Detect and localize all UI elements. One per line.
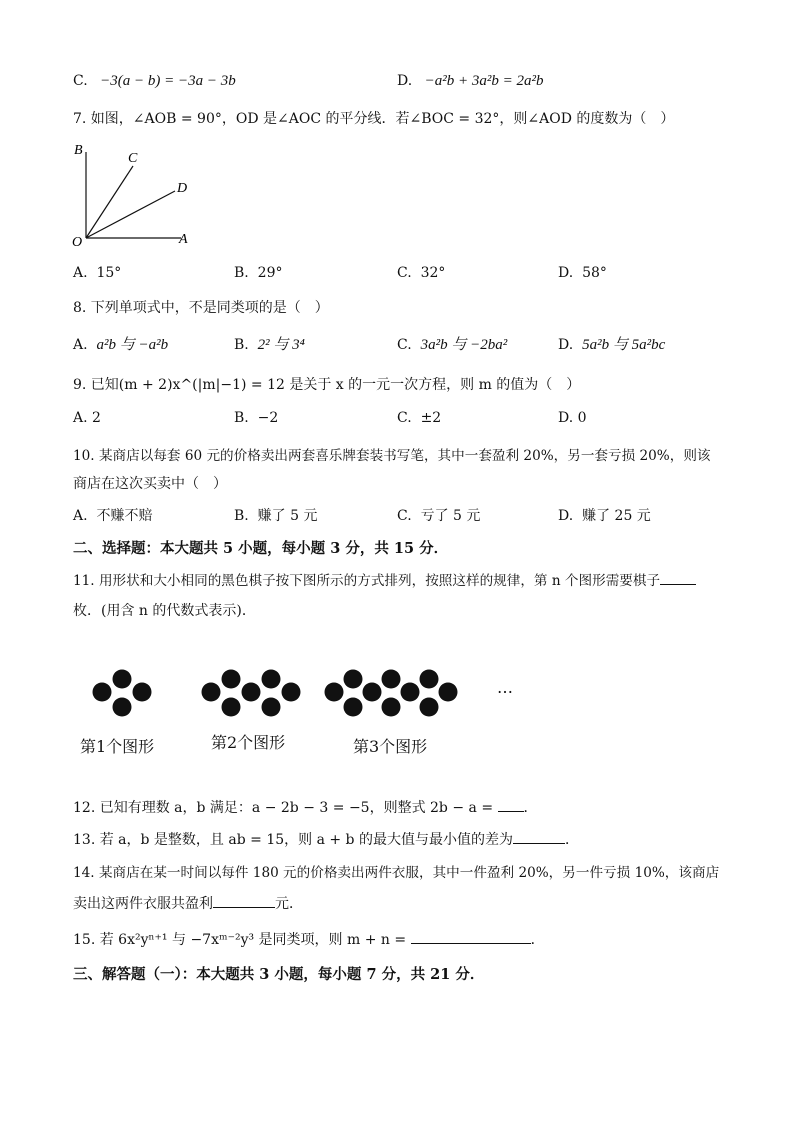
pattern-1 xyxy=(93,670,152,717)
q6-option-d xyxy=(397,73,544,90)
option-letter: D. xyxy=(397,73,413,89)
q6-option-c xyxy=(73,73,236,90)
caption-figure-3: 第3个图形 xyxy=(353,737,428,756)
q12-text: 12. 已知有理数 a，b 满足：a − 2b − 3 = −5，则整式 2b − a = xyxy=(73,800,494,816)
ray-oc xyxy=(86,166,133,238)
answer-blank xyxy=(513,829,565,844)
q12: 12. 已知有理数 a，b 满足：a − 2b − 3 = −5，则整式 2b − a = ． xyxy=(73,797,538,817)
q10-line1: 10. 某商店以每套 60 元的价格卖出两套喜乐牌套装书写笔，其中一套盈利 20%，另一套亏损 20%，则该 xyxy=(73,448,711,464)
q9-option-b: B. −2 xyxy=(234,410,279,426)
caption-figure-2: 第2个图形 xyxy=(211,733,286,752)
q15-text: 15. 若 6x²yⁿ⁺¹ 与 −7xᵐ⁻²y³ 是同类项，则 m + n = xyxy=(73,932,407,948)
label-d: D xyxy=(177,181,188,196)
q8-option-c: C. 3a²b 与 −2ba² xyxy=(397,337,508,353)
q8-stem: 8. 下列单项式中，不是同类项的是（ ） xyxy=(73,300,329,316)
option-expression: −a²b + 3a²b = 2a²b xyxy=(424,73,544,89)
q14-line1: 14. 某商店在某一时间以每件 180 元的价格卖出两件衣服，其中一件盈利 20%，另一件亏损 10%，该商店 xyxy=(73,865,720,881)
q8-option-b: B. 2² 与 3⁴ xyxy=(234,337,305,353)
answer-blank xyxy=(660,570,696,585)
q14-text: 卖出这两件衣服共盈利 xyxy=(73,896,213,912)
label-c: C xyxy=(128,151,138,166)
section-3-heading: 三、解答题（一）：本大题共 3 小题，每小题 7 分，共 21 分． xyxy=(73,966,485,983)
q7-option-b: B. 29° xyxy=(234,265,283,281)
caption-figure-1: 第1个图形 xyxy=(80,737,155,756)
label-o: O xyxy=(72,235,83,250)
q14-line2: 卖出这两件衣服共盈利 元． xyxy=(73,893,303,913)
q9-option-a: A. 2 xyxy=(73,410,101,426)
option-letter: C. xyxy=(73,73,88,89)
q9-option-c: C. ±2 xyxy=(397,410,442,426)
ray-od xyxy=(86,191,175,238)
q15: 15. 若 6x²yⁿ⁺¹ 与 −7xᵐ⁻²y³ 是同类项，则 m + n = ． xyxy=(73,929,545,949)
chess-pieces-figure xyxy=(80,660,520,725)
answer-blank xyxy=(411,929,531,944)
q10-option-a: A. 不赚不赔 xyxy=(73,508,153,524)
pattern-ellipsis: … xyxy=(497,678,513,697)
q11-line2: 枚．(用含 n 的代数式表示)． xyxy=(73,603,256,619)
q7-option-c: C. 32° xyxy=(397,265,446,281)
option-expression: −3(a − b) = −3a − 3b xyxy=(100,73,236,89)
q11-line1 xyxy=(73,569,696,589)
q8-option-d: D. 5a²b 与 5a²bc xyxy=(558,337,666,353)
section-2-heading: 二、选择题：本大题共 5 小题，每小题 3 分，共 15 分． xyxy=(73,540,449,557)
answer-blank xyxy=(213,893,275,908)
label-a: A xyxy=(179,232,188,247)
q10-option-b: B. 赚了 5 元 xyxy=(234,508,318,524)
q10-option-c: C. 亏了 5 元 xyxy=(397,508,481,524)
q13: 13. 若 a，b 是整数，且 ab = 15，则 a + b 的最大值与最小值的差为 ． xyxy=(73,829,579,849)
pattern-2 xyxy=(202,670,301,717)
q10-line2: 商店在这次买卖中（ ） xyxy=(73,476,227,492)
q7-stem: 7. 如图，∠AOB = 90°，OD 是∠AOC 的平分线．若∠BOC = 32°，则∠AOD 的度数为（ ） xyxy=(73,111,675,127)
pattern-3 xyxy=(325,670,458,717)
angle-figure xyxy=(66,138,206,253)
q7-option-d: D. 58° xyxy=(558,265,607,281)
q13-text: 13. 若 a，b 是整数，且 ab = 15，则 a + b 的最大值与最小值的差为 xyxy=(73,832,513,848)
q10-option-d: D. 赚了 25 元 xyxy=(558,508,651,524)
q7-option-a: A. 15° xyxy=(73,265,122,281)
label-b: B xyxy=(74,143,83,158)
answer-blank xyxy=(498,797,524,812)
q9-option-d: D. 0 xyxy=(558,410,587,426)
q9-stem: 9. 已知(m + 2)x^(|m|−1) = 12 是关于 x 的一元一次方程，则 m 的值为（ ） xyxy=(73,377,581,393)
q8-option-a: A. a²b 与 −a²b xyxy=(73,337,169,353)
q11-text: 11. 用形状和大小相同的黑色棋子按下图所示的方式排列，按照这样的规律，第 n 个图形需要棋子 xyxy=(73,573,661,589)
